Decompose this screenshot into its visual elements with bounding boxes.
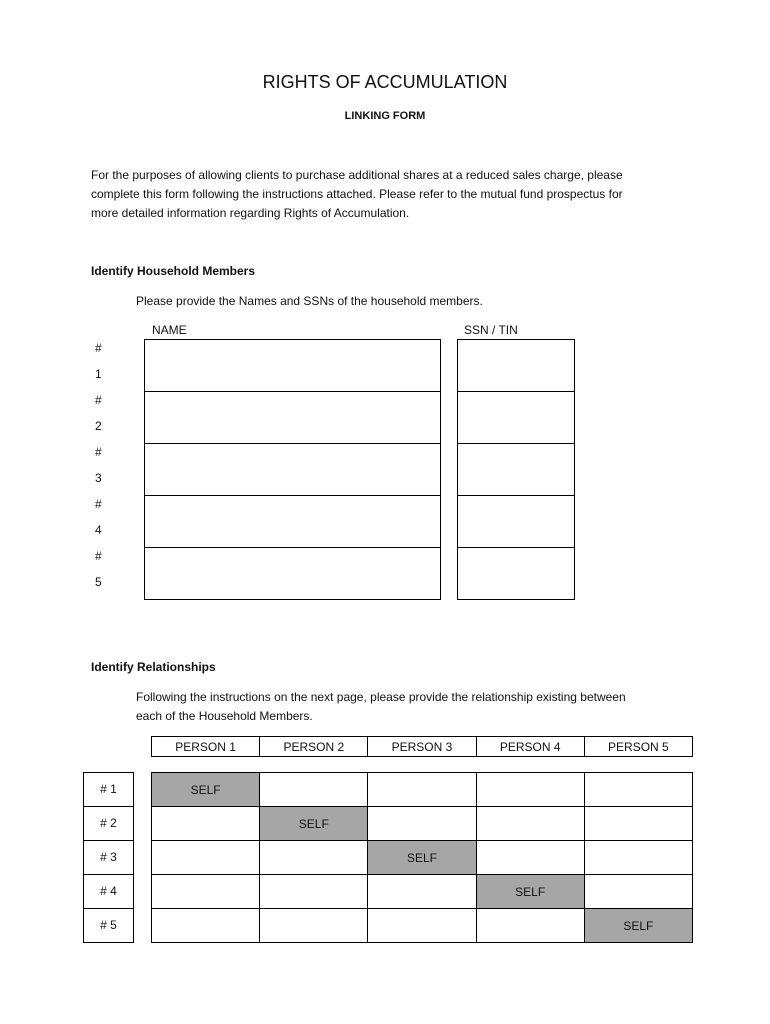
- member-hash-label: #: [95, 445, 102, 459]
- person-1-header: PERSON 1: [152, 737, 260, 757]
- relationships-heading: Identify Relationships: [91, 660, 216, 674]
- relationship-cell[interactable]: [152, 841, 260, 875]
- relationship-cell[interactable]: [260, 773, 368, 807]
- member-number-label: 2: [95, 419, 102, 433]
- intro-line: For the purposes of allowing clients to purchase additional shares at a reduced sales charge, please: [91, 168, 623, 182]
- relationship-cell[interactable]: [476, 773, 584, 807]
- person-2-header: PERSON 2: [260, 737, 368, 757]
- relationship-header-row: [151, 736, 693, 757]
- relationship-cell[interactable]: [368, 773, 476, 807]
- relationship-cell[interactable]: [584, 807, 692, 841]
- self-cell: SELF: [476, 875, 584, 909]
- person-3-header: PERSON 3: [368, 737, 476, 757]
- relationship-cell[interactable]: [152, 807, 260, 841]
- relationship-cell[interactable]: [152, 909, 260, 943]
- self-cell: SELF: [260, 807, 368, 841]
- relationship-cell[interactable]: [368, 807, 476, 841]
- relationship-row-label: # 5: [83, 908, 134, 943]
- member-3-name-field[interactable]: [144, 443, 441, 496]
- relationship-row-label: # 4: [83, 874, 134, 909]
- member-hash-label: #: [95, 497, 102, 511]
- member-1-name-field[interactable]: [144, 339, 441, 392]
- relationship-cell[interactable]: [260, 841, 368, 875]
- relationship-grid: [151, 772, 693, 943]
- member-3-ssn-field[interactable]: [457, 443, 575, 496]
- table-row: [152, 875, 693, 909]
- relationship-cell[interactable]: [368, 875, 476, 909]
- household-instruction: Please provide the Names and SSNs of the household members.: [136, 294, 483, 308]
- self-cell: SELF: [584, 909, 692, 943]
- form-subtitle: LINKING FORM: [344, 110, 426, 122]
- relationships-instruction-line: Following the instructions on the next page, please provide the relationship existing between: [136, 690, 626, 704]
- relationship-cell[interactable]: [584, 875, 692, 909]
- person-5-header: PERSON 5: [584, 737, 692, 757]
- relationship-row-labels: [83, 773, 134, 943]
- relationship-cell[interactable]: [584, 773, 692, 807]
- relationship-cell[interactable]: [152, 875, 260, 909]
- member-number-label: 5: [95, 575, 102, 589]
- member-number-label: 1: [95, 367, 102, 381]
- relationship-cell[interactable]: [260, 909, 368, 943]
- table-row: [152, 909, 693, 943]
- person-4-header: PERSON 4: [476, 737, 584, 757]
- form-title: RIGHTS OF ACCUMULATION: [262, 72, 508, 92]
- relationship-row-label: # 2: [83, 806, 134, 841]
- relationship-cell[interactable]: [476, 909, 584, 943]
- member-5-ssn-field[interactable]: [457, 547, 575, 600]
- relationship-cell[interactable]: [476, 841, 584, 875]
- self-cell: SELF: [152, 773, 260, 807]
- relationship-row-label: # 1: [83, 772, 134, 807]
- member-4-ssn-field[interactable]: [457, 495, 575, 548]
- relationship-cell[interactable]: [584, 841, 692, 875]
- relationship-row-label: # 3: [83, 840, 134, 875]
- relationship-cell[interactable]: [368, 909, 476, 943]
- member-1-ssn-field[interactable]: [457, 339, 575, 392]
- member-hash-label: #: [95, 549, 102, 563]
- table-row: [152, 841, 693, 875]
- household-heading: Identify Household Members: [91, 264, 256, 278]
- member-hash-label: #: [95, 341, 102, 355]
- self-cell: SELF: [368, 841, 476, 875]
- table-row: [152, 807, 693, 841]
- relationship-cell[interactable]: [260, 875, 368, 909]
- member-hash-label: #: [95, 393, 102, 407]
- relationships-instruction-line: each of the Household Members.: [136, 709, 313, 723]
- member-number-label: 3: [95, 471, 102, 485]
- table-row: [152, 773, 693, 807]
- intro-line: complete this form following the instructions attached. Please refer to the mutual fund prospectus for: [91, 187, 623, 201]
- member-5-name-field[interactable]: [144, 547, 441, 600]
- ssn-column-label: SSN / TIN: [464, 323, 518, 337]
- intro-paragraph: [91, 166, 681, 223]
- name-column-label: NAME: [152, 323, 187, 337]
- member-number-label: 4: [95, 523, 102, 537]
- member-2-ssn-field[interactable]: [457, 391, 575, 444]
- member-4-name-field[interactable]: [144, 495, 441, 548]
- relationship-cell[interactable]: [476, 807, 584, 841]
- member-2-name-field[interactable]: [144, 391, 441, 444]
- intro-line: more detailed information regarding Rights of Accumulation.: [91, 206, 410, 220]
- relationships-instruction: [136, 688, 626, 726]
